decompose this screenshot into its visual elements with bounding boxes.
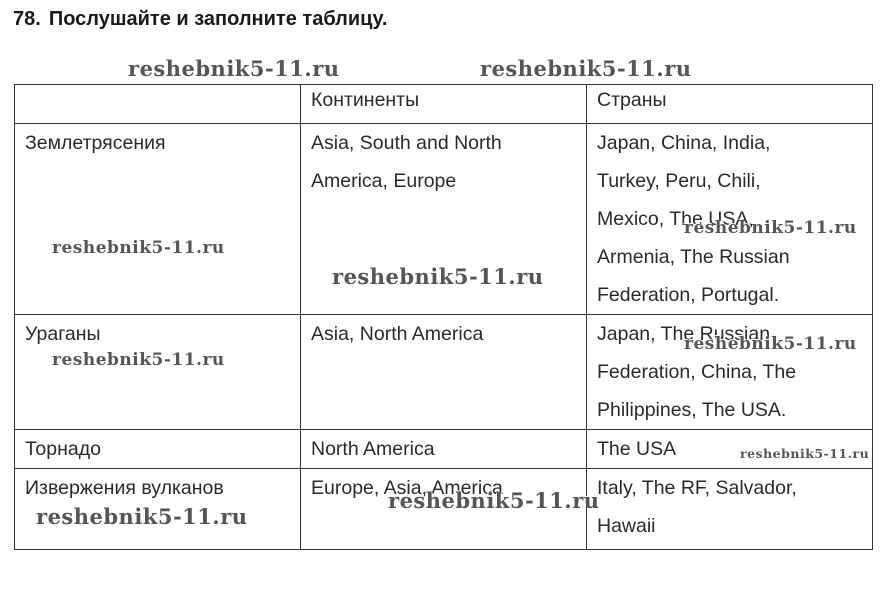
header-cell-countries: Страны xyxy=(587,85,873,124)
phenomenon-cell: Извержения вулканов xyxy=(15,469,301,550)
countries-cell xyxy=(587,469,873,550)
cell-line: Europe, Asia, America xyxy=(311,477,503,499)
watermark: reshebnik5-11.ru xyxy=(52,350,225,370)
countries-cell xyxy=(587,315,873,430)
cell-line: North America xyxy=(311,438,435,460)
watermark: reshebnik5-11.ru xyxy=(36,504,248,529)
cell-line: Federation, China, The xyxy=(597,361,797,383)
phenomenon-cell: Землетрясения xyxy=(15,124,301,315)
cell-line: Turkey, Peru, Chili, xyxy=(597,170,761,192)
exercise-instruction: Послушайте и заполните таблицу. xyxy=(48,8,388,30)
watermark: reshebnik5-11.ru xyxy=(684,218,857,238)
watermark: reshebnik5-11.ru xyxy=(740,446,870,461)
watermark: reshebnik5-11.ru xyxy=(52,238,225,258)
watermark: reshebnik5-11.ru xyxy=(684,334,857,354)
cell-line: Italy, The RF, Salvador, xyxy=(597,477,797,499)
cell-line: Philippines, The USA. xyxy=(597,399,787,421)
cell-line: Mexico, The USA, xyxy=(597,208,754,230)
cell-line: Federation, Portugal. xyxy=(597,284,780,306)
watermark: reshebnik5-11.ru xyxy=(128,56,340,81)
watermark: reshebnik5-11.ru xyxy=(388,488,600,513)
cell-line: Asia, South and North xyxy=(311,132,502,154)
answer-table xyxy=(14,84,873,550)
phenomenon-cell: Торнадо xyxy=(15,430,301,469)
continents-cell xyxy=(301,315,587,430)
cell-line: Japan, The Russian xyxy=(597,323,771,345)
header-cell-continents: Континенты xyxy=(301,85,587,124)
cell-line: America, Europe xyxy=(311,170,457,192)
watermark: reshebnik5-11.ru xyxy=(480,56,692,81)
header-cell-empty xyxy=(15,85,301,124)
cell-line: The USA xyxy=(597,438,677,460)
cell-line: Armenia, The Russian xyxy=(597,246,790,268)
exercise-number: 78. xyxy=(13,8,41,30)
watermark: reshebnik5-11.ru xyxy=(332,264,544,289)
continents-cell xyxy=(301,430,587,469)
exercise-title xyxy=(13,8,387,31)
cell-line: Japan, China, India, xyxy=(597,132,771,154)
cell-line: Hawaii xyxy=(597,515,656,537)
cell-line: Asia, North America xyxy=(311,323,484,345)
table-row xyxy=(15,315,873,430)
phenomenon-cell: Ураганы xyxy=(15,315,301,430)
table-header-row xyxy=(15,85,873,124)
